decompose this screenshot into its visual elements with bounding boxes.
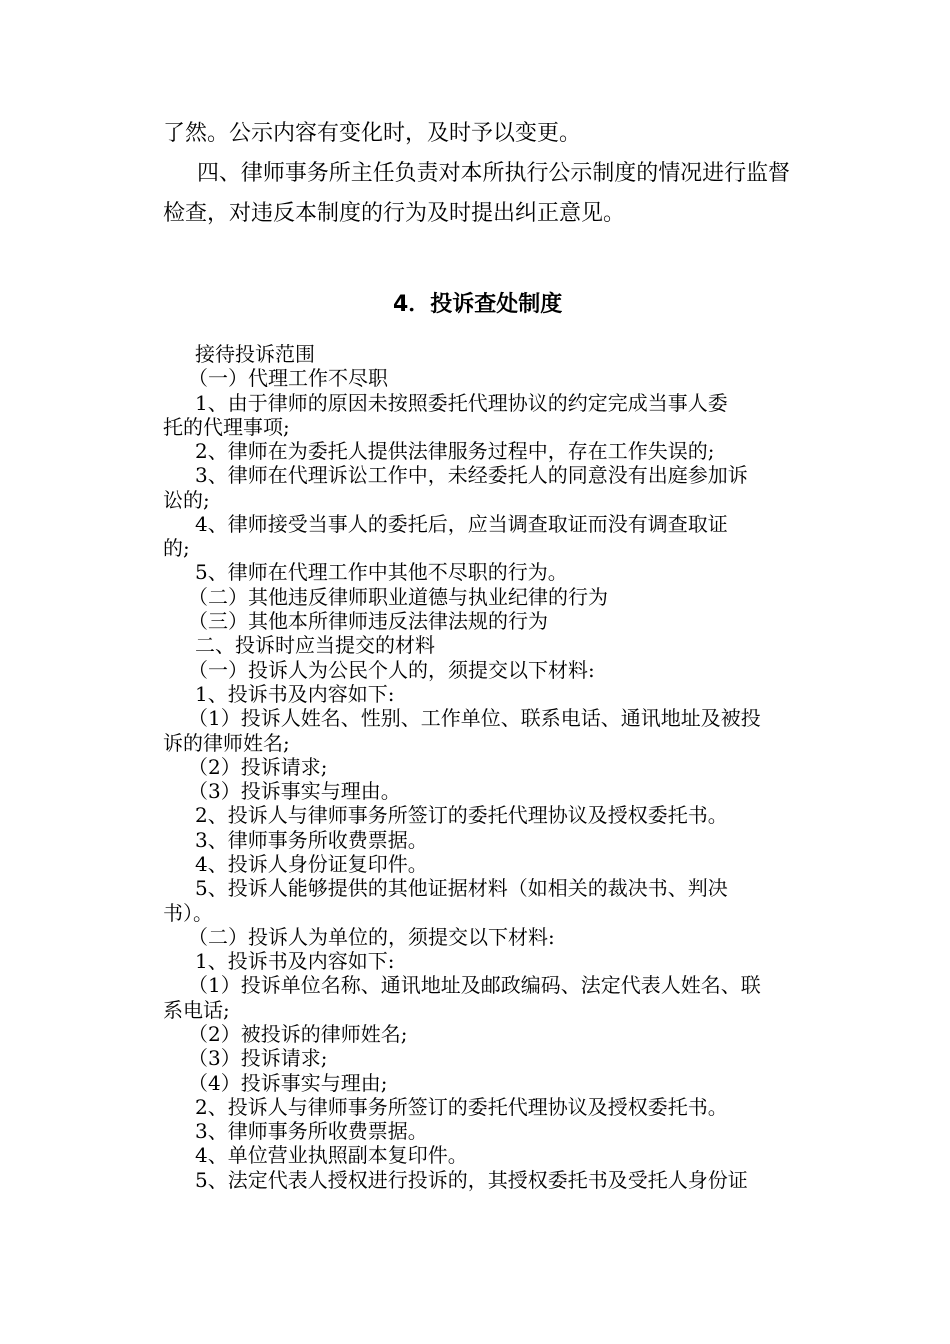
body-line: 系电话; xyxy=(163,998,230,1022)
intro-line: 了然。公示内容有变化时，及时予以变更。 xyxy=(163,121,582,146)
body-line: 1、投诉书及内容如下: xyxy=(195,949,395,973)
section-title: 4．投诉查处制度 xyxy=(393,292,563,317)
body-line: 接待投诉范围 xyxy=(195,342,315,366)
body-line: （1）投诉人姓名、性别、工作单位、联系电话、通讯地址及被投 xyxy=(188,706,761,730)
body-line: （4）投诉事实与理由; xyxy=(188,1071,388,1095)
body-line: 诉的律师姓名; xyxy=(163,731,290,755)
body-line: 2、律师在为委托人提供法律服务过程中，存在工作失误的; xyxy=(195,439,715,463)
body-line: 托的代理事项; xyxy=(163,415,290,439)
body-line: 4、单位营业执照副本复印件。 xyxy=(195,1143,468,1167)
body-line: 讼的; xyxy=(163,488,210,512)
intro-line: 四、律师事务所主任负责对本所执行公示制度的情况进行监督 xyxy=(197,161,791,186)
body-line: 3、律师在代理诉讼工作中，未经委托人的同意没有出庭参加诉 xyxy=(195,463,748,487)
body-line: 3、律师事务所收费票据。 xyxy=(195,828,428,852)
body-line: 5、法定代表人授权进行投诉的，其授权委托书及受托人身份证 xyxy=(195,1168,748,1192)
body-line: （二）其他违反律师职业道德与执业纪律的行为 xyxy=(188,585,608,609)
body-line: （一）代理工作不尽职 xyxy=(188,366,388,390)
body-line: （3）投诉事实与理由。 xyxy=(188,779,401,803)
intro-line: 检查，对违反本制度的行为及时提出纠正意见。 xyxy=(163,201,626,226)
body-line: （一）投诉人为公民个人的，须提交以下材料: xyxy=(188,658,595,682)
body-line: 二、投诉时应当提交的材料 xyxy=(195,633,435,657)
body-line: （二）投诉人为单位的，须提交以下材料: xyxy=(188,925,555,949)
body-line: 3、律师事务所收费票据。 xyxy=(195,1119,428,1143)
body-line: （三）其他本所律师违反法律法规的行为 xyxy=(188,609,548,633)
body-line: （1）投诉单位名称、通讯地址及邮政编码、法定代表人姓名、联 xyxy=(188,973,761,997)
body-line: （2）被投诉的律师姓名; xyxy=(188,1022,408,1046)
body-line: 4、投诉人身份证复印件。 xyxy=(195,852,428,876)
body-line: 5、投诉人能够提供的其他证据材料（如相关的裁决书、判决 xyxy=(195,876,728,900)
body-line: （2）投诉请求; xyxy=(188,755,328,779)
body-line: 1、投诉书及内容如下: xyxy=(195,682,395,706)
body-line: 2、投诉人与律师事务所签订的委托代理协议及授权委托书。 xyxy=(195,803,728,827)
body-line: 5、律师在代理工作中其他不尽职的行为。 xyxy=(195,560,568,584)
body-line: （3）投诉请求; xyxy=(188,1046,328,1070)
body-line: 的; xyxy=(163,536,190,560)
body-line: 4、律师接受当事人的委托后，应当调查取证而没有调查取证 xyxy=(195,512,728,536)
body-line: 书）。 xyxy=(163,901,213,925)
body-line: 2、投诉人与律师事务所签订的委托代理协议及授权委托书。 xyxy=(195,1095,728,1119)
body-line: 1、由于律师的原因未按照委托代理协议的约定完成当事人委 xyxy=(195,391,728,415)
